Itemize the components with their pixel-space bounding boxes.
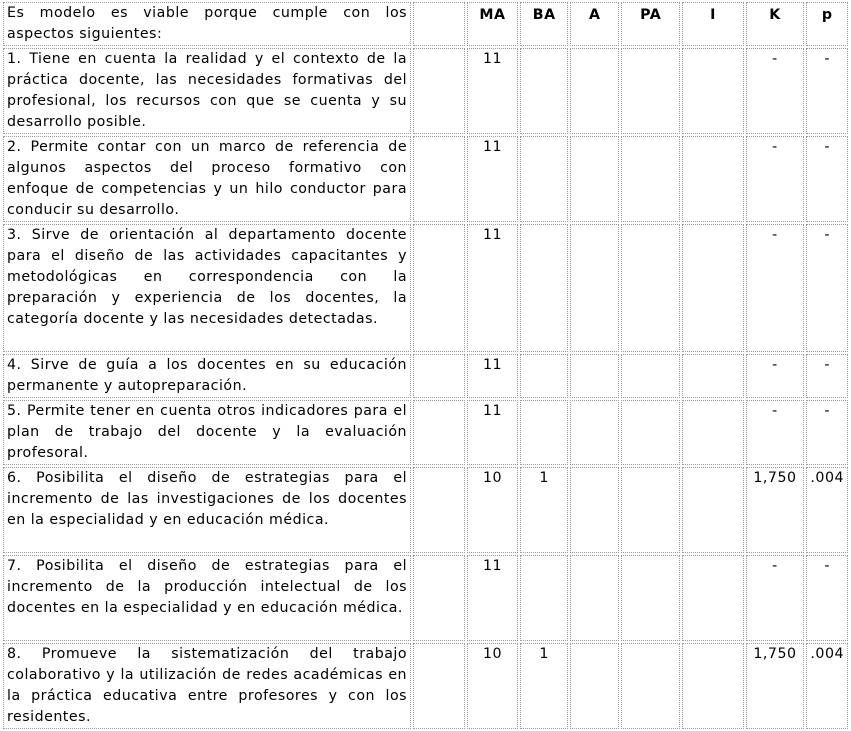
cell-a [570, 136, 618, 222]
cell-pa [621, 643, 680, 729]
table-row [3, 48, 848, 134]
cell-k: 1,750 [746, 467, 805, 553]
spacer-cell [413, 2, 465, 46]
cell-ma: 11 [467, 48, 518, 134]
cell-pa [621, 555, 680, 641]
spacer-cell [413, 136, 465, 222]
col-header-i: I [682, 2, 743, 46]
cell-p: - [806, 555, 848, 641]
table-row [3, 555, 848, 641]
cell-p: - [806, 48, 848, 134]
assessment-table [1, 0, 850, 731]
cell-ma: 11 [467, 224, 518, 352]
cell-k: - [746, 354, 805, 398]
table-row [3, 467, 848, 553]
cell-ma: 11 [467, 136, 518, 222]
col-header-k: K [746, 2, 805, 46]
cell-p: .004 [806, 643, 848, 729]
cell-k: 1,750 [746, 643, 805, 729]
row-aspect-text: 1. Tiene en cuenta la realidad y el contexto de la práctica docente, las necesidades formativas del profesional, los recursos con que se cuenta y su desarrollo posible. [3, 48, 411, 134]
cell-a [570, 467, 618, 553]
cell-ba [520, 555, 569, 641]
cell-a [570, 555, 618, 641]
row-aspect-text: 4. Sirve de guía a los docentes en su educación permanente y autopreparación. [3, 354, 411, 398]
cell-p: - [806, 354, 848, 398]
table-row [3, 400, 848, 465]
cell-p: - [806, 136, 848, 222]
cell-i [682, 136, 743, 222]
cell-ba [520, 224, 569, 352]
header-row [3, 2, 848, 46]
cell-a [570, 643, 618, 729]
cell-a [570, 354, 618, 398]
col-header-a: A [570, 2, 618, 46]
col-header-p: p [806, 2, 848, 46]
row-aspect-text: 2. Permite contar con un marco de referencia de algunos aspectos del proceso formativo con enfoque de competencias y un hilo conductor para conducir su desarrollo. [3, 136, 411, 222]
cell-i [682, 354, 743, 398]
cell-ma: 10 [467, 643, 518, 729]
cell-a [570, 48, 618, 134]
spacer-cell [413, 224, 465, 352]
row-aspect-text: 7. Posibilita el diseño de estrategias para el incremento de la producción intelectual de los docentes en la especialidad y en educación médica. [3, 555, 411, 641]
header-intro: Es modelo es viable porque cumple con los aspectos siguientes: [3, 2, 411, 46]
col-header-ba: BA [520, 2, 569, 46]
cell-ma: 11 [467, 354, 518, 398]
cell-ba [520, 48, 569, 134]
cell-ma: 10 [467, 467, 518, 553]
cell-ma: 11 [467, 555, 518, 641]
cell-k: - [746, 48, 805, 134]
cell-pa [621, 48, 680, 134]
cell-ba [520, 400, 569, 465]
col-header-ma: MA [467, 2, 518, 46]
cell-pa [621, 224, 680, 352]
cell-ba: 1 [520, 643, 569, 729]
table-row [3, 643, 848, 729]
table-row [3, 354, 848, 398]
cell-a [570, 400, 618, 465]
row-aspect-text: 3. Sirve de orientación al departamento docente para el diseño de las actividades capacitantes y metodológicas en correspondencia con la preparación y experiencia de los docentes, la categoría docente y las necesidades detectadas. [3, 224, 411, 352]
cell-pa [621, 400, 680, 465]
cell-ba: 1 [520, 467, 569, 553]
cell-p: .004 [806, 467, 848, 553]
spacer-cell [413, 643, 465, 729]
row-aspect-text: 5. Permite tener en cuenta otros indicadores para el plan de trabajo del docente y la evaluación profesoral. [3, 400, 411, 465]
row-aspect-text: 8. Promueve la sistematización del trabajo colaborativo y la utilización de redes académicas en la práctica educativa entre profesores y con los residentes. [3, 643, 411, 729]
cell-ba [520, 136, 569, 222]
cell-ma: 11 [467, 400, 518, 465]
row-aspect-text: 6. Posibilita el diseño de estrategias para el incremento de las investigaciones de los docentes en la especialidad y en educación médica. [3, 467, 411, 553]
cell-a [570, 224, 618, 352]
cell-i [682, 643, 743, 729]
table-body [3, 48, 848, 729]
cell-pa [621, 467, 680, 553]
table-row [3, 136, 848, 222]
spacer-cell [413, 400, 465, 465]
col-header-pa: PA [621, 2, 680, 46]
cell-k: - [746, 555, 805, 641]
cell-k: - [746, 136, 805, 222]
cell-i [682, 555, 743, 641]
cell-k: - [746, 400, 805, 465]
cell-i [682, 400, 743, 465]
table-row [3, 224, 848, 352]
cell-p: - [806, 224, 848, 352]
spacer-cell [413, 467, 465, 553]
cell-i [682, 48, 743, 134]
spacer-cell [413, 555, 465, 641]
cell-pa [621, 354, 680, 398]
cell-ba [520, 354, 569, 398]
cell-p: - [806, 400, 848, 465]
cell-k: - [746, 224, 805, 352]
cell-i [682, 224, 743, 352]
cell-i [682, 467, 743, 553]
spacer-cell [413, 354, 465, 398]
spacer-cell [413, 48, 465, 134]
cell-pa [621, 136, 680, 222]
